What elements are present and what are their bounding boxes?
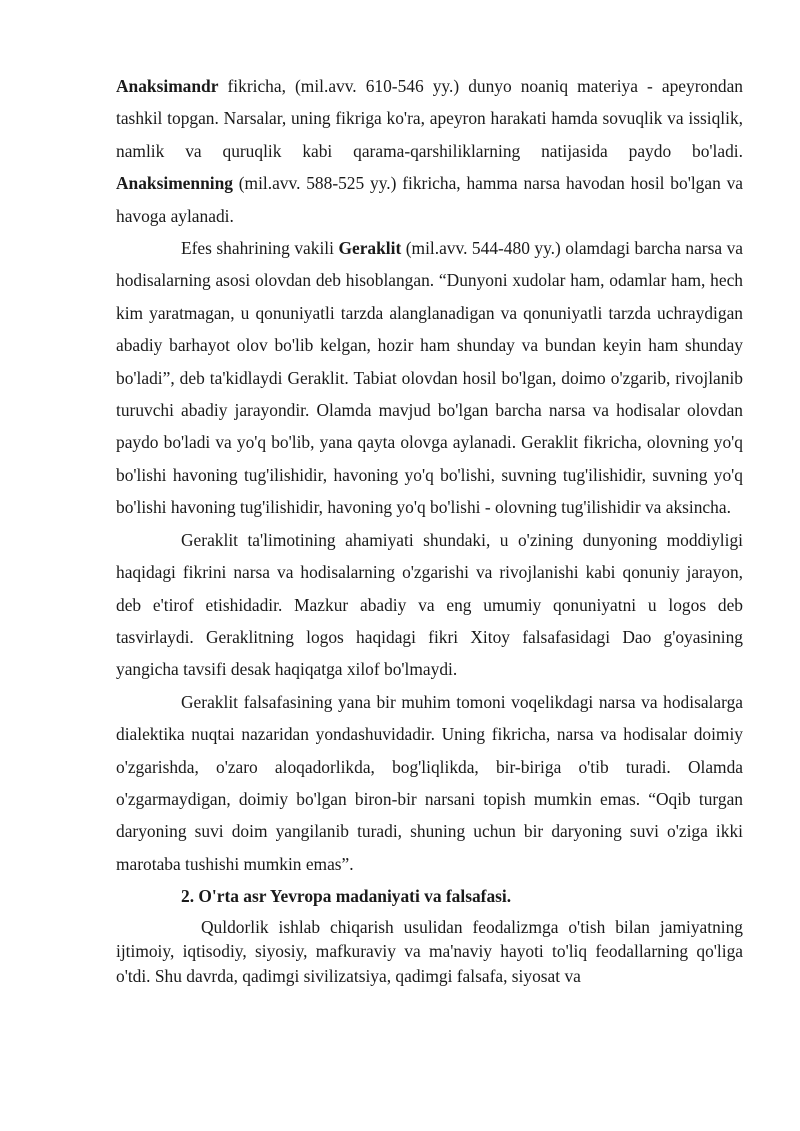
paragraph-logos: Geraklit ta'limotining ahamiyati shundaki, u o'zining dunyoning moddiyligi haqidagi fikrini narsa va hodisalarning o'zgarishi va rivojlanishi kabi qonuniy jarayon, deb e'tirof etishidadir. Mazkur abadiy va eng umumiy qonuniyatni u logos deb tasvirlaydi. Geraklitning logos haqidagi fikri Xitoy falsafasidagi Dao g'oyasining yangicha tavsifi desak haqiqatga xilof bo'lmaydi. <box>116 529 743 680</box>
paragraph-text: (mil.avv. 588-525 yy.) fikricha, hamma narsa havodan hosil bo'lgan va havoga aylanadi. <box>116 173 743 226</box>
name-geraklit: Geraklit <box>338 238 402 259</box>
paragraph-dialectics: Geraklit falsafasining yana bir muhim tomoni voqelikdagi narsa va hodisalarga dialektika nuqtai nazaridan yondashuvidadir. Uning fikricha, narsa va hodisalar doimiy o'zgarishda, o'zaro aloqadorlikda, bog'liqlikda, bir-biriga o'tib turadi. Olamda o'zgarmaydigan, doimiy bo'lgan biron-bir narsani topish mumkin emas. “Oqib turgan daryoning suvi doim yangilanib turadi, shuning uchun bir daryoning suvi o'ziga ikki marotaba tushishi mumkin emas”. <box>116 691 743 874</box>
paragraph-text: fikricha, (mil.avv. 610-546 yy.) dunyo noaniq materiya - apeyrondan tashkil topgan. Narsalar, uning fikriga ko'ra, apeyron harakati hamda sovuqlik va issiqlik, namlik va quruqlik kabi qarama-qarshiliklarning natijasida paydo bo'ladi. <box>116 76 743 161</box>
document-page <box>116 70 743 989</box>
paragraph-anaximander <box>116 70 743 232</box>
section-heading: 2. O'rta asr Yevropa madaniyati va falsafasi. <box>181 886 512 907</box>
paragraph-text: (mil.avv. 544-480 yy.) olamdagi barcha narsa va hodisalarning asosi olovdan deb hisoblangan. “Dunyoni xudolar ham, odamlar ham, hech kim yaratmagan, u qonuniyatli tarzda alanglanadigan va qonuniyatli tarzda uchraydigan abadiy barhayot olov bo'lib kelgan, hozir ham shunday va bundan keyin ham shunday bo'ladi”, deb ta'kidlaydi Geraklit. Tabiat olovdan hosil bo'lgan, doimo o'zgarib, rivojlanib turuvchi abadiy jarayondir. Olamda mavjud bo'lgan barcha narsa va hodisalar olovdan paydo bo'ladi va yo'q bo'lib, yana qayta olovga aylanadi. Geraklit fikricha, olovning yo'q bo'lishi havoning tug'ilishidir, havoning yo'q bo'lishi, suvning tug'ilishidir, suvning yo'q bo'lishi havoning tug'ilishidir, havoning yo'q bo'lishi - olovning tug'ilishidir va aksincha. <box>116 238 743 518</box>
paragraph-feudalism: Quldorlik ishlab chiqarish usulidan feodalizmga o'tish bilan jamiyatning ijtimoiy, iqtisodiy, siyosiy, mafkuraviy va ma'naviy hayoti to'liq feodallarning qo'liga o'tdi. Shu davrda, qadimgi sivilizatsiya, qadimgi falsafa, siyosat va <box>116 916 743 987</box>
name-anaksimandr: Anaksimandr <box>116 76 219 96</box>
name-anaksimen: Anaksimenning <box>116 173 233 194</box>
paragraph-heraclitus <box>116 232 743 524</box>
paragraph-text: Efes shahrining vakili <box>181 238 339 259</box>
